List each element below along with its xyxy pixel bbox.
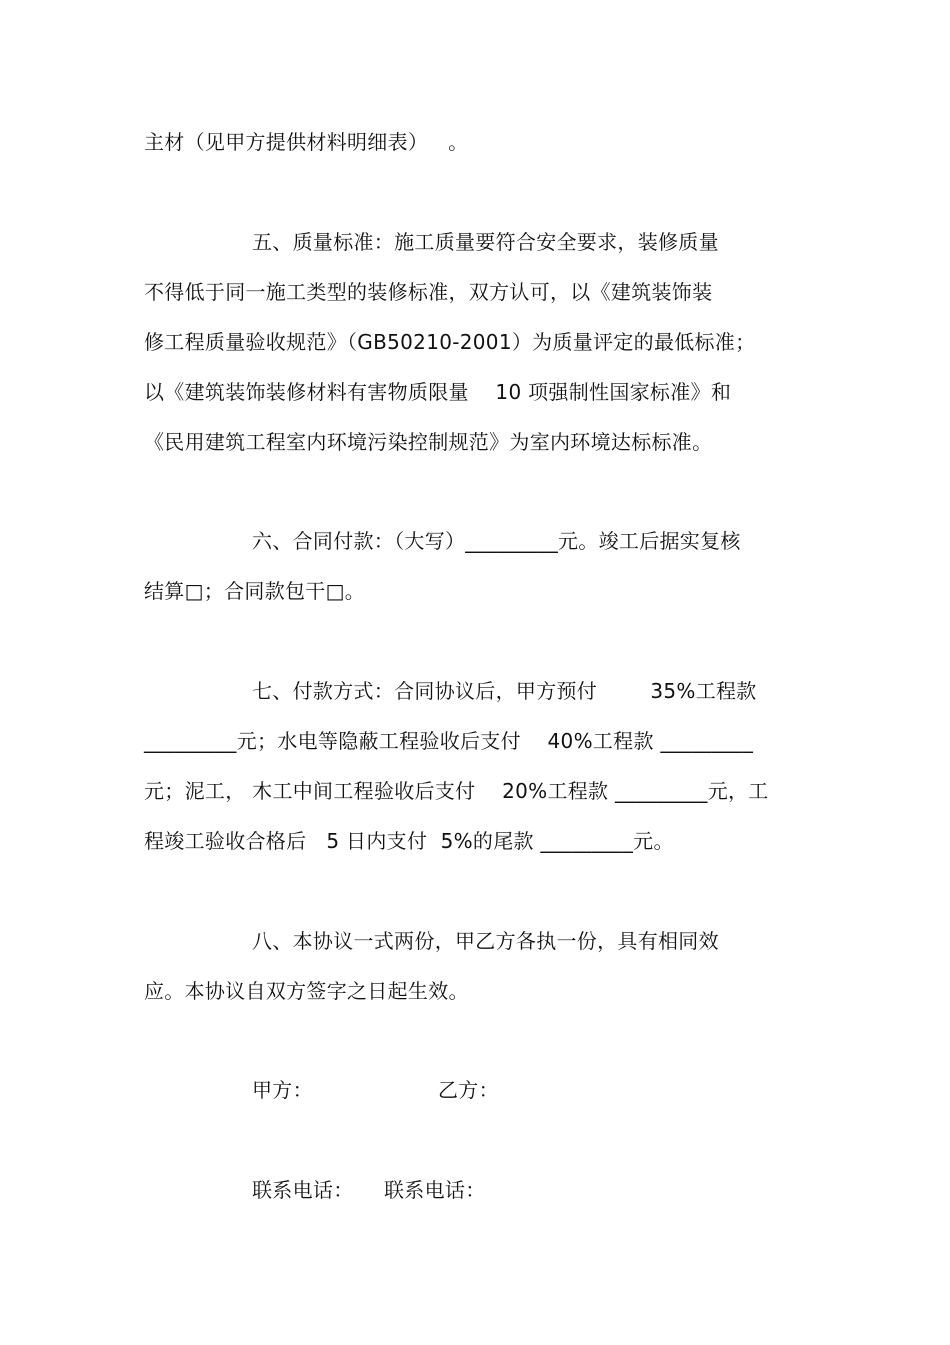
section8-line2: 应。本协议自双方签字之日起生效。: [144, 979, 469, 1003]
section7-line1: 七、付款方式：合同协议后，甲方预付 35%工程款: [252, 679, 757, 703]
section7-line4: 程竣工验收合格后 5 日内支付 5%的尾款 _________元。: [144, 829, 674, 853]
section7-line3: 元；泥工， 木工中间工程验收后支付 20%工程款 _________元，工: [144, 779, 769, 803]
party-b-label: 乙方：: [438, 1078, 499, 1102]
section7-line2: _________元；水电等隐蔽工程验收后支付 40%工程款 _________: [144, 729, 754, 753]
phone-a-label: 联系电话：: [252, 1178, 354, 1202]
section6-line1: 六、合同付款：（大写）_________元。竣工后据实复核: [252, 529, 741, 553]
section8-line1: 八、本协议一式两份，甲乙方各执一份，具有相同效: [252, 929, 719, 953]
section5-line3: 修工程质量验收规范》（GB50210-2001）为质量评定的最低标准；: [144, 330, 756, 354]
party-a-label: 甲方：: [252, 1078, 313, 1102]
section6-line2: 结算□；合同款包干□。: [144, 579, 366, 603]
phone-b-label: 联系电话：: [384, 1178, 486, 1202]
intro-line: 主材（见甲方提供材料明细表） 。: [144, 130, 469, 154]
section5-line1: 五、质量标准：施工质量要符合安全要求，装修质量: [252, 230, 719, 254]
section5-line4: 以《建筑装饰装修材料有害物质限量 10 项强制性国家标准》和: [144, 380, 732, 404]
section5-line2: 不得低于同一施工类型的装修标准，双方认可，以《建筑装饰装: [144, 280, 713, 304]
section5-line5: 《民用建筑工程室内环境污染控制规范》为室内环境达标标准。: [144, 430, 713, 454]
